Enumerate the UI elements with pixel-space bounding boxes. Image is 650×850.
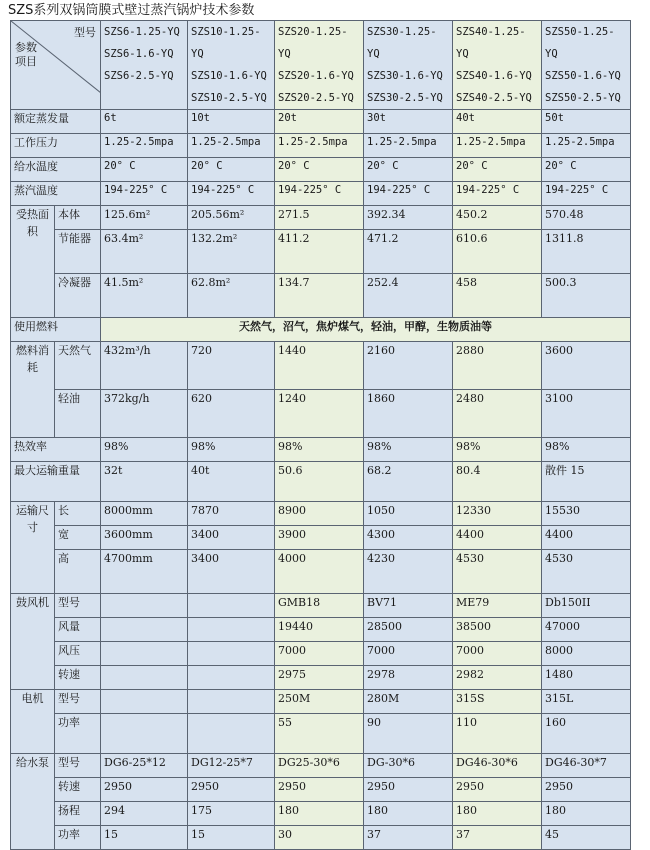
sub-label: 风压 (55, 642, 101, 666)
value-cell: 1.25-2.5mpa (275, 134, 364, 158)
value-cell: 98% (275, 438, 364, 462)
table-row (11, 502, 631, 526)
value-cell: 55 (275, 714, 364, 754)
value-cell: 500.3 (542, 274, 631, 318)
value-cell: 194-225° C (453, 182, 542, 206)
value-cell: 250M (275, 690, 364, 714)
value-cell: 4400 (453, 526, 542, 550)
value-cell: 2950 (453, 778, 542, 802)
model-header (101, 21, 188, 110)
value-cell: 10t (188, 110, 275, 134)
value-cell: 3400 (188, 550, 275, 594)
value-cell: 392.34 (364, 206, 453, 230)
value-cell: 2950 (542, 778, 631, 802)
value-cell: 194-225° C (101, 182, 188, 206)
table-row (11, 134, 631, 158)
model-name: SZS40-1.25-YQ (456, 26, 526, 60)
table-row (11, 342, 631, 390)
value-cell: 3900 (275, 526, 364, 550)
value-cell: 620 (188, 390, 275, 438)
spec-table (10, 20, 631, 850)
value-cell: 15530 (542, 502, 631, 526)
group-label: 鼓风机 (11, 594, 55, 690)
sub-label: 高 (55, 550, 101, 594)
value-cell: 98% (188, 438, 275, 462)
value-cell: 20° C (188, 158, 275, 182)
group-label: 受热面积 (11, 206, 55, 318)
sub-label: 型号 (55, 754, 101, 778)
value-cell: 7000 (453, 642, 542, 666)
value-cell: 294 (101, 802, 188, 826)
value-cell: 4700mm (101, 550, 188, 594)
value-cell: 20° C (101, 158, 188, 182)
value-cell: DG46-30*7 (542, 754, 631, 778)
value-cell (188, 618, 275, 642)
value-cell: 8000 (542, 642, 631, 666)
value-cell: 194-225° C (364, 182, 453, 206)
value-cell: 50.6 (275, 462, 364, 502)
value-cell: 3400 (188, 526, 275, 550)
value-cell: 散件 15 (542, 462, 631, 502)
value-cell (101, 594, 188, 618)
model-name: SZS10-1.6-YQ (191, 70, 267, 82)
value-cell: 471.2 (364, 230, 453, 274)
model-header (542, 21, 631, 110)
value-cell: ME79 (453, 594, 542, 618)
value-cell: 98% (364, 438, 453, 462)
value-cell: 1480 (542, 666, 631, 690)
corner-bottom-label: 参数项目 (15, 41, 37, 68)
model-header (364, 21, 453, 110)
table-row (11, 182, 631, 206)
row-label: 额定蒸发量 (11, 110, 101, 134)
value-cell: 7870 (188, 502, 275, 526)
value-cell: 20° C (542, 158, 631, 182)
value-cell: 1.25-2.5mpa (542, 134, 631, 158)
model-header (453, 21, 542, 110)
value-cell (101, 690, 188, 714)
value-cell: 47000 (542, 618, 631, 642)
value-cell: 32t (101, 462, 188, 502)
value-cell: 7000 (275, 642, 364, 666)
sub-label: 转速 (55, 778, 101, 802)
value-cell: 8000mm (101, 502, 188, 526)
value-cell: 3600mm (101, 526, 188, 550)
value-cell: 180 (275, 802, 364, 826)
model-name: SZS50-2.5-YQ (545, 92, 621, 104)
value-cell: 4230 (364, 550, 453, 594)
value-cell: DG25-30*6 (275, 754, 364, 778)
value-cell: 30 (275, 826, 364, 850)
value-cell: 1.25-2.5mpa (101, 134, 188, 158)
row-label: 最大运输重量 (11, 462, 101, 502)
value-cell: DG6-25*12 (101, 754, 188, 778)
row-label: 给水温度 (11, 158, 101, 182)
table-row (11, 110, 631, 134)
model-name: SZS30-2.5-YQ (367, 92, 443, 104)
value-cell: 3100 (542, 390, 631, 438)
value-cell: 160 (542, 714, 631, 754)
value-cell (188, 690, 275, 714)
value-cell: DG12-25*7 (188, 754, 275, 778)
value-cell: 125.6m² (101, 206, 188, 230)
table-row (11, 274, 631, 318)
value-cell: 4400 (542, 526, 631, 550)
sub-label: 型号 (55, 594, 101, 618)
value-cell: 19440 (275, 618, 364, 642)
value-cell: 20t (275, 110, 364, 134)
value-cell (188, 666, 275, 690)
value-cell (101, 618, 188, 642)
table-row (11, 754, 631, 778)
value-cell: 2950 (188, 778, 275, 802)
table-row (11, 318, 631, 342)
value-cell: 1.25-2.5mpa (188, 134, 275, 158)
table-row (11, 158, 631, 182)
value-cell: 180 (364, 802, 453, 826)
sub-label: 功率 (55, 826, 101, 850)
value-cell: 4300 (364, 526, 453, 550)
value-cell: 63.4m² (101, 230, 188, 274)
value-cell: 1311.8 (542, 230, 631, 274)
value-cell (101, 642, 188, 666)
value-cell: 15 (101, 826, 188, 850)
value-cell: 194-225° C (542, 182, 631, 206)
value-cell: 80.4 (453, 462, 542, 502)
table-row (11, 230, 631, 274)
value-cell: 98% (453, 438, 542, 462)
value-cell: 180 (453, 802, 542, 826)
corner-header (11, 21, 101, 110)
table-row (11, 526, 631, 550)
value-cell: 68.2 (364, 462, 453, 502)
group-label: 运输尺寸 (11, 502, 55, 594)
value-cell: 50t (542, 110, 631, 134)
value-cell: 315L (542, 690, 631, 714)
fuel-value: 天然气，沼气，焦炉煤气，轻油，甲醇，生物质油等 (101, 318, 631, 342)
value-cell: 458 (453, 274, 542, 318)
value-cell: DG-30*6 (364, 754, 453, 778)
value-cell: 110 (453, 714, 542, 754)
sub-label: 转速 (55, 666, 101, 690)
value-cell: 12330 (453, 502, 542, 526)
sub-label: 宽 (55, 526, 101, 550)
value-cell: 570.48 (542, 206, 631, 230)
value-cell: 315S (453, 690, 542, 714)
group-label: 燃料消耗 (11, 342, 55, 438)
table-row (11, 594, 631, 618)
group-label: 给水泵 (11, 754, 55, 850)
row-label: 蒸汽温度 (11, 182, 101, 206)
value-cell: 2950 (275, 778, 364, 802)
model-name: SZS10-2.5-YQ (191, 92, 267, 104)
value-cell: 411.2 (275, 230, 364, 274)
value-cell: GMB18 (275, 594, 364, 618)
value-cell: 41.5m² (101, 274, 188, 318)
table-row (11, 618, 631, 642)
value-cell: 20° C (275, 158, 364, 182)
value-cell: BV71 (364, 594, 453, 618)
value-cell: 20° C (364, 158, 453, 182)
corner-top-label: 型号 (74, 26, 96, 39)
value-cell: 1.25-2.5mpa (364, 134, 453, 158)
value-cell: Db150II (542, 594, 631, 618)
sub-label: 天然气 (55, 342, 101, 390)
value-cell: 1440 (275, 342, 364, 390)
model-name: SZS10-1.25-YQ (191, 26, 261, 60)
value-cell: 1.25-2.5mpa (453, 134, 542, 158)
table-row (11, 550, 631, 594)
model-name: SZS50-1.6-YQ (545, 70, 621, 82)
value-cell: 30t (364, 110, 453, 134)
sub-label: 长 (55, 502, 101, 526)
model-header (275, 21, 364, 110)
table-row (11, 802, 631, 826)
value-cell: 62.8m² (188, 274, 275, 318)
model-name: SZS6-1.6-YQ (104, 48, 174, 60)
model-name: SZS20-1.25-YQ (278, 26, 348, 60)
value-cell: 2480 (453, 390, 542, 438)
value-cell: 132.2m² (188, 230, 275, 274)
row-label: 工作压力 (11, 134, 101, 158)
value-cell: 98% (542, 438, 631, 462)
value-cell: 15 (188, 826, 275, 850)
value-cell: 2982 (453, 666, 542, 690)
value-cell: 610.6 (453, 230, 542, 274)
table-row (11, 714, 631, 754)
value-cell: 2975 (275, 666, 364, 690)
table-row (11, 462, 631, 502)
page-title: SZS系列双锅筒膜式壁过蒸汽锅炉技术参数 (8, 3, 255, 18)
value-cell: 180 (542, 802, 631, 826)
value-cell: 2950 (364, 778, 453, 802)
sub-label: 本体 (55, 206, 101, 230)
model-name: SZS50-1.25-YQ (545, 26, 615, 60)
value-cell: 28500 (364, 618, 453, 642)
value-cell: 3600 (542, 342, 631, 390)
table-row (11, 390, 631, 438)
model-name: SZS30-1.6-YQ (367, 70, 443, 82)
table-row (11, 21, 631, 110)
value-cell: 38500 (453, 618, 542, 642)
table-row (11, 438, 631, 462)
value-cell: 175 (188, 802, 275, 826)
value-cell: 8900 (275, 502, 364, 526)
table-row (11, 666, 631, 690)
sub-label: 轻油 (55, 390, 101, 438)
value-cell: 45 (542, 826, 631, 850)
value-cell: 37 (364, 826, 453, 850)
model-name: SZS20-2.5-YQ (278, 92, 354, 104)
value-cell (188, 714, 275, 754)
value-cell: 205.56m² (188, 206, 275, 230)
sub-label: 型号 (55, 690, 101, 714)
value-cell: 432m³/h (101, 342, 188, 390)
value-cell: 6t (101, 110, 188, 134)
value-cell: 40t (188, 462, 275, 502)
model-name: SZS6-2.5-YQ (104, 70, 174, 82)
model-name: SZS6-1.25-YQ (104, 26, 180, 38)
value-cell: 134.7 (275, 274, 364, 318)
model-name: SZS30-1.25-YQ (367, 26, 437, 60)
value-cell: 20° C (453, 158, 542, 182)
value-cell: 40t (453, 110, 542, 134)
model-header (188, 21, 275, 110)
value-cell: 1050 (364, 502, 453, 526)
sub-label: 冷凝器 (55, 274, 101, 318)
value-cell (188, 642, 275, 666)
value-cell: 4000 (275, 550, 364, 594)
value-cell: 2950 (101, 778, 188, 802)
value-cell (101, 666, 188, 690)
table-row (11, 642, 631, 666)
value-cell: 90 (364, 714, 453, 754)
sub-label: 节能器 (55, 230, 101, 274)
value-cell: 450.2 (453, 206, 542, 230)
model-name: SZS40-2.5-YQ (456, 92, 532, 104)
row-label: 热效率 (11, 438, 101, 462)
group-label: 电机 (11, 690, 55, 754)
model-name: SZS20-1.6-YQ (278, 70, 354, 82)
value-cell: 4530 (542, 550, 631, 594)
value-cell: 2160 (364, 342, 453, 390)
table-row (11, 826, 631, 850)
value-cell: 271.5 (275, 206, 364, 230)
value-cell: 194-225° C (188, 182, 275, 206)
value-cell: 2978 (364, 666, 453, 690)
sub-label: 功率 (55, 714, 101, 754)
value-cell: 372kg/h (101, 390, 188, 438)
model-name: SZS40-1.6-YQ (456, 70, 532, 82)
row-label: 使用燃料 (11, 318, 101, 342)
value-cell: 2880 (453, 342, 542, 390)
value-cell: 98% (101, 438, 188, 462)
value-cell: 1240 (275, 390, 364, 438)
value-cell: DG46-30*6 (453, 754, 542, 778)
value-cell: 1860 (364, 390, 453, 438)
table-row (11, 206, 631, 230)
table-row (11, 778, 631, 802)
sub-label: 扬程 (55, 802, 101, 826)
value-cell: 7000 (364, 642, 453, 666)
value-cell: 720 (188, 342, 275, 390)
value-cell: 4530 (453, 550, 542, 594)
table-row (11, 690, 631, 714)
value-cell (101, 714, 188, 754)
value-cell: 252.4 (364, 274, 453, 318)
value-cell: 280M (364, 690, 453, 714)
value-cell (188, 594, 275, 618)
value-cell: 194-225° C (275, 182, 364, 206)
sub-label: 风量 (55, 618, 101, 642)
value-cell: 37 (453, 826, 542, 850)
